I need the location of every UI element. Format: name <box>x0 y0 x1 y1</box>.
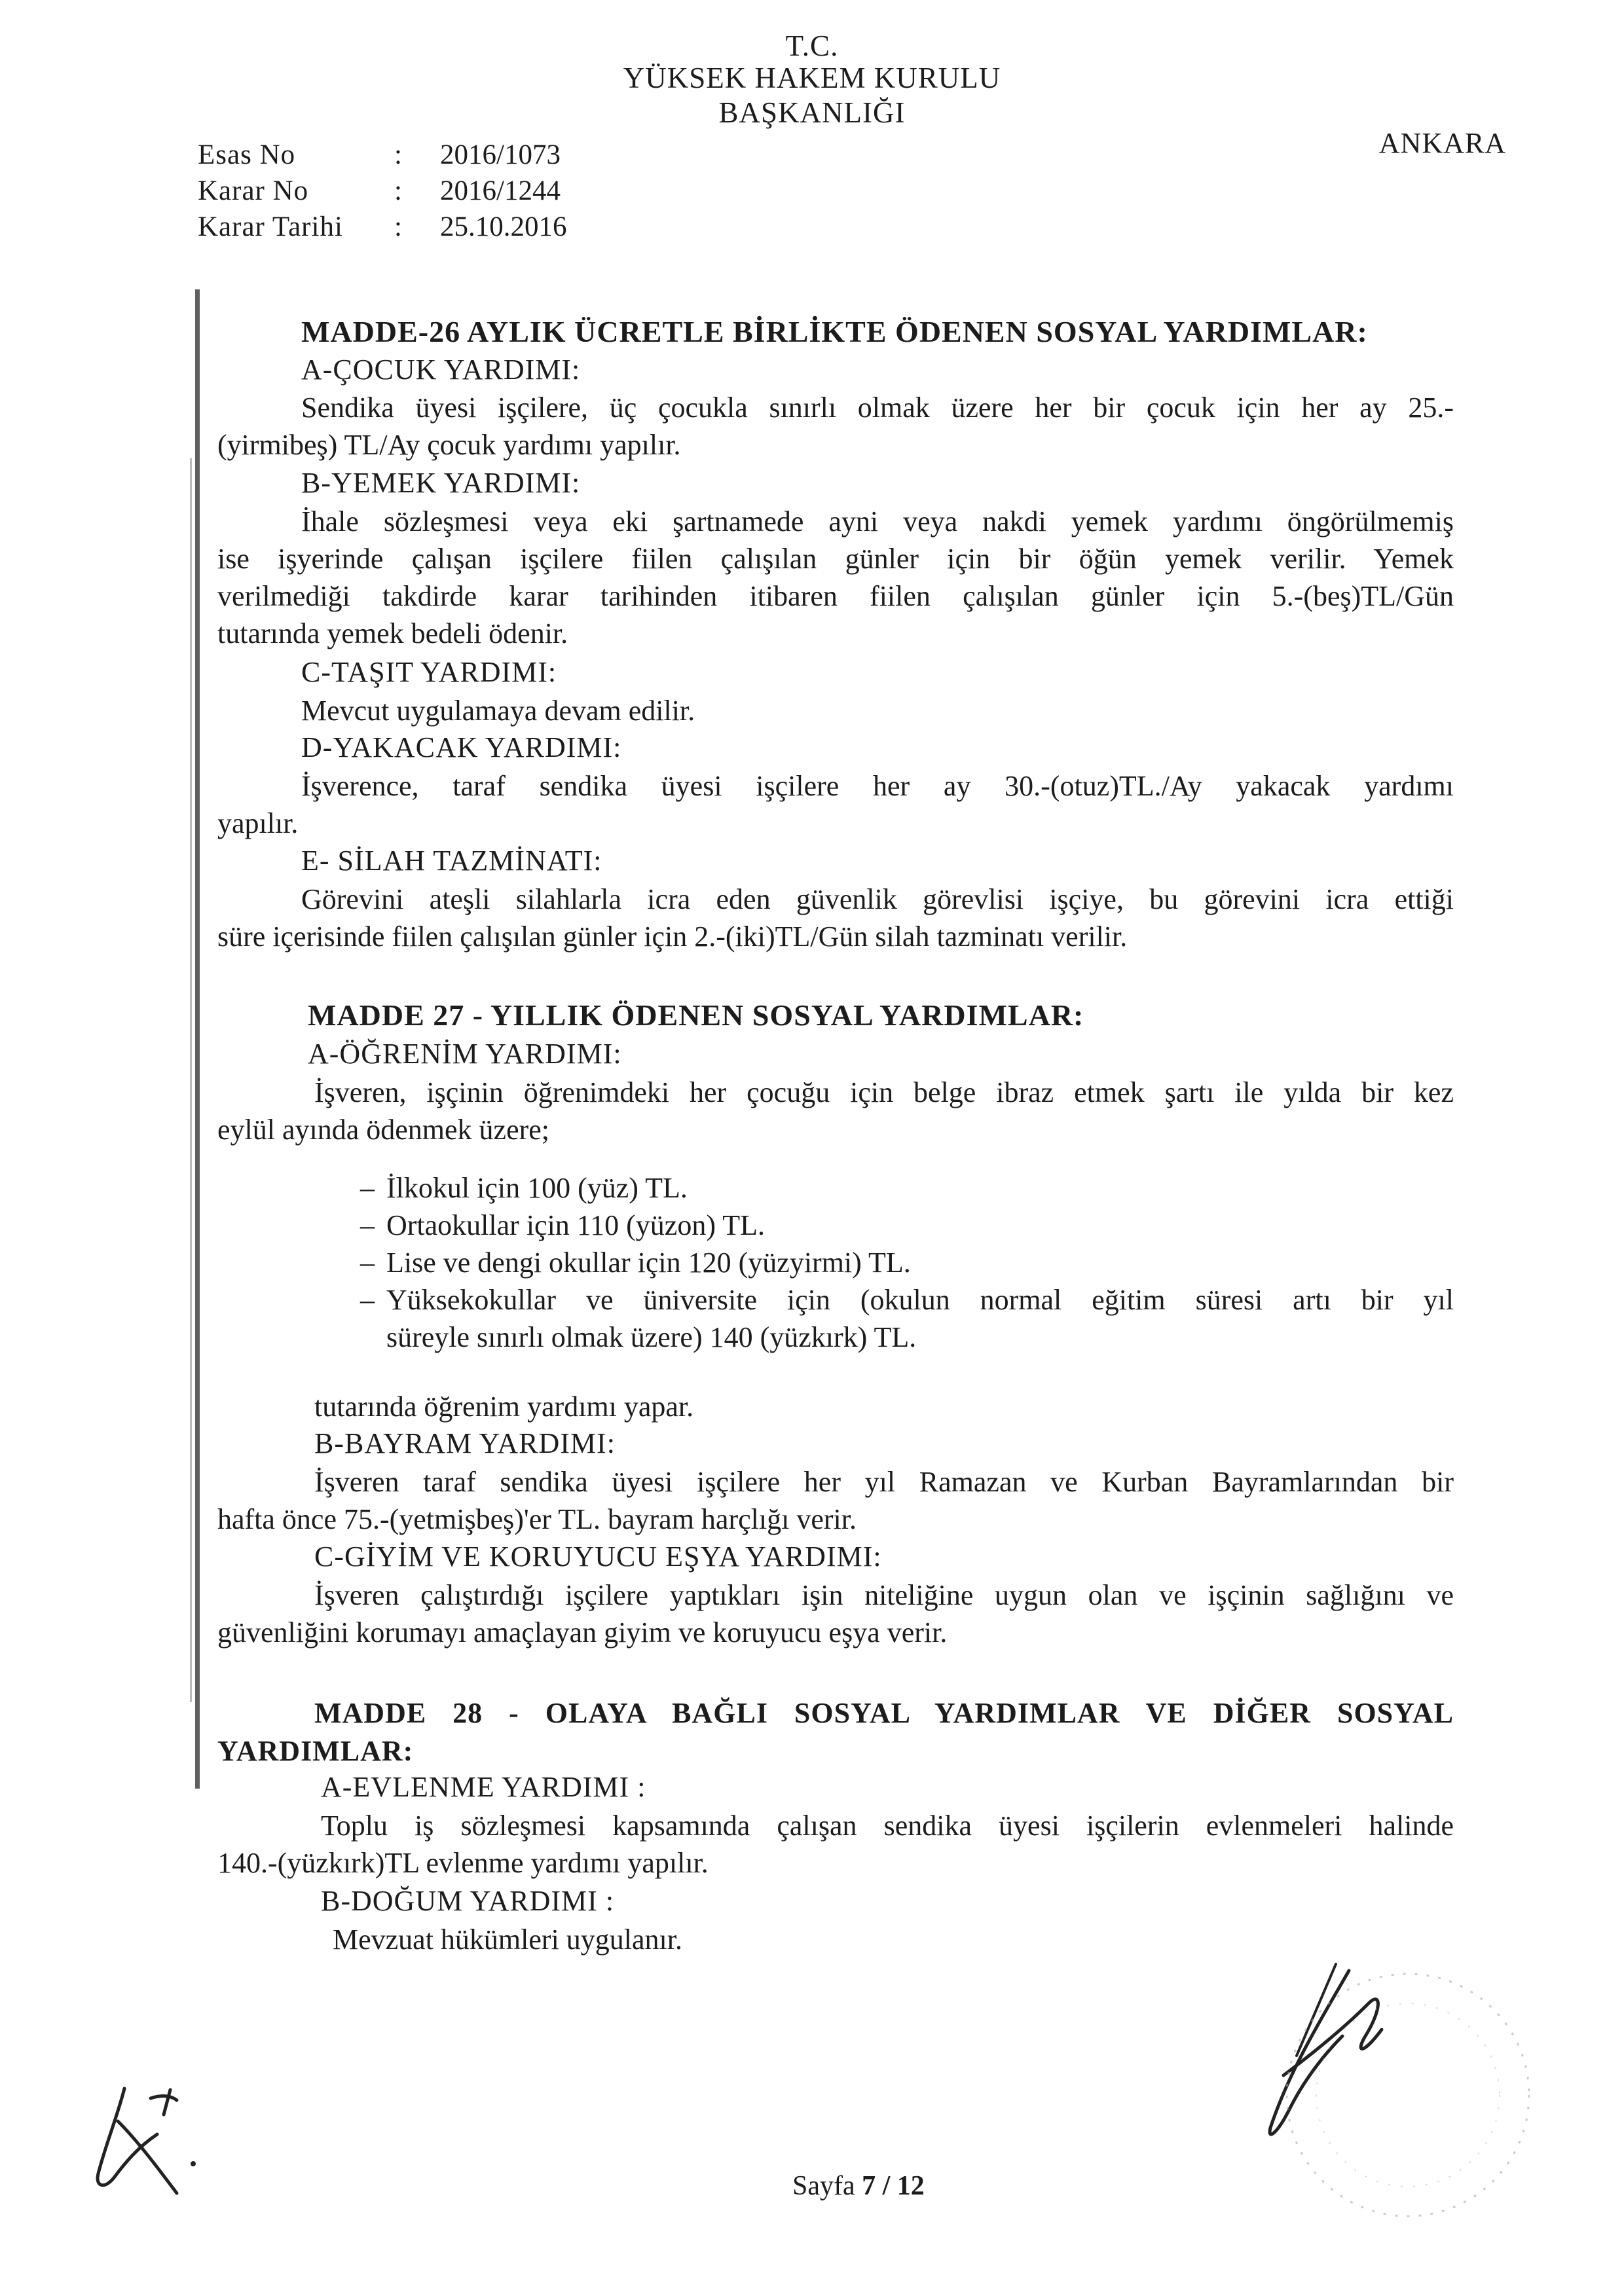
madde-27-c-title: C-GİYİM VE KORUYUCU EŞYA YARDIMI: <box>314 1540 882 1573</box>
text-line: Mevzuat hükümleri uygulanır. <box>333 1923 682 1956</box>
madde-27-a-title: A-ÖĞRENİM YARDIMI: <box>308 1038 622 1070</box>
text-line: güvenliğini korumayı amaçlayan giyim ve koruyucu eşya verir. <box>217 1616 948 1649</box>
madde-27-list <box>360 1169 1454 1356</box>
page-number <box>792 2170 925 2202</box>
text-line: Sendika üyesi işçilere, üç çocukla sınırlı olmak üzere her bir çocuk için her ay 25.- <box>301 392 1454 424</box>
meta-colon: : <box>394 175 402 206</box>
page-num: 7 / 12 <box>862 2171 925 2201</box>
madde-26-e-title: E- SİLAH TAZMİNATI: <box>301 845 602 877</box>
text-line: tutarında öğrenim yardımı yapar. <box>314 1391 694 1423</box>
list-item-text: Lise ve dengi okullar için 120 (yüzyirmi) TL. <box>386 1247 911 1279</box>
dash-bullet: – <box>360 1209 375 1241</box>
text-line: hafta önce 75.-(yetmişbeş)'er TL. bayram harçlığı verir. <box>217 1503 857 1535</box>
text-line: ise işyerinde çalışan işçilere fiilen çalışılan günler için bir öğün yemek verilir. Yemek <box>217 543 1454 575</box>
text-line: süreyle sınırlı olmak üzere) 140 (yüzkırk) TL. <box>386 1321 917 1353</box>
text-line: MADDE 28 - OLAYA BAĞLI SOSYAL YARDIMLAR VE DİĞER SOSYAL <box>314 1697 1454 1729</box>
text-line: verilmediği takdirde karar tarihinden itibaren fiilen çalışılan günler için 5.-(beş)TL/Gün <box>217 580 1454 612</box>
meta-value: 2016/1073 <box>440 139 561 170</box>
dash-bullet: – <box>360 1172 375 1204</box>
text-line: eylül ayında ödenmek üzere; <box>217 1114 550 1146</box>
list-item-text: İlkokul için 100 (yüz) TL. <box>386 1172 688 1204</box>
header-city: ANKARA <box>1378 127 1506 159</box>
header-country: T.C. <box>785 29 839 62</box>
meta-value: 2016/1244 <box>440 175 561 206</box>
meta-karar-tarihi <box>198 213 567 241</box>
madde-26-e-text <box>217 881 1454 955</box>
madde-28-b-text <box>333 1921 682 1958</box>
text-line: tutarında yemek bedeli ödenir. <box>217 617 568 649</box>
text-line: İşveren çalıştırdığı işçilere yaptıkları işin niteliğine uygun olan ve işçinin sağlığını ve <box>314 1579 1454 1611</box>
text-line: Mevcut uygulamaya devam edilir. <box>301 695 695 727</box>
madde-26-c-text <box>301 692 695 729</box>
list-item <box>360 1281 1454 1356</box>
text-line: süre içerisinde fiilen çalışılan günler için 2.-(iki)TL/Gün silah tazminatı verilir. <box>217 920 1128 953</box>
meta-colon: : <box>394 139 402 170</box>
text-line: (yirmibeş) TL/Ay çocuk yardımı yapılır. <box>217 429 681 461</box>
seal-stamp <box>1270 1951 1545 2252</box>
madde-28-b-title: B-DOĞUM YARDIMI : <box>321 1885 615 1917</box>
madde-28-title <box>217 1694 1454 1770</box>
madde-26-a-text <box>217 389 1454 464</box>
meta-label: Esas No <box>198 139 296 170</box>
madde-26-b-text <box>217 503 1454 652</box>
meta-label: Karar Tarihi <box>198 211 343 242</box>
madde-27-c-text <box>217 1576 1454 1651</box>
header-unit: BAŞKANLIĞI <box>718 96 906 129</box>
dash-bullet: – <box>360 1284 375 1316</box>
meta-label: Karar No <box>198 175 309 206</box>
madde-27-a-text <box>217 1074 1454 1148</box>
text-line: YARDIMLAR: <box>217 1735 414 1767</box>
madde-26-d-title: D-YAKACAK YARDIMI: <box>301 731 622 763</box>
dash-bullet: – <box>360 1247 375 1279</box>
meta-karar-no <box>198 177 561 205</box>
madde-28-a-text <box>217 1807 1454 1882</box>
madde-27-b-text <box>217 1463 1454 1538</box>
page-label: Sayfa <box>792 2171 855 2201</box>
text-line: İhale sözleşmesi veya eki şartnamede ayni veya nakdi yemek yardımı öngörülmemiş <box>301 505 1454 538</box>
text-line: İşveren taraf sendika üyesi işçilere her yıl Ramazan ve Kurban Bayramlarından bir <box>314 1466 1454 1498</box>
madde-28-a-title: A-EVLENME YARDIMI : <box>321 1771 646 1803</box>
list-item-text <box>386 1281 1454 1356</box>
margin-bar <box>195 289 200 1789</box>
text-line: Toplu iş sözleşmesi kapsamında çalışan sendika üyesi işçilerin evlenmeleri halinde <box>321 1810 1454 1842</box>
text-line: 140.-(yüzkırk)TL evlenme yardımı yapılır. <box>217 1847 709 1879</box>
madde-27-after <box>314 1388 693 1425</box>
madde-26-a-title: A-ÇOCUK YARDIMI: <box>301 354 581 386</box>
list-item <box>360 1169 1454 1207</box>
header-org: YÜKSEK HAKEM KURULU <box>623 62 1001 94</box>
meta-value: 25.10.2016 <box>440 211 567 242</box>
margin-bar-shadow <box>190 458 192 1702</box>
text-line: İşverence, taraf sendika üyesi işçilere her ay 30.-(otuz)TL./Ay yakacak yardımı <box>301 770 1454 802</box>
meta-esas-no <box>198 141 561 169</box>
list-item <box>360 1244 1454 1281</box>
madde-27-b-title: B-BAYRAM YARDIMI: <box>314 1427 616 1459</box>
text-line: Yüksekokullar ve üniversite için (okulun normal eğitim süresi artı bir yıl <box>386 1284 1454 1316</box>
initials-signature <box>79 2075 203 2206</box>
madde-26-d-text <box>217 767 1454 842</box>
text-line: İşveren, işçinin öğrenimdeki her çocuğu için belge ibraz etmek şartı ile yılda bir kez <box>314 1076 1454 1108</box>
madde-27-title: MADDE 27 - YILLIK ÖDENEN SOSYAL YARDIMLAR: <box>308 998 1084 1032</box>
text-line: Görevini ateşli silahlarla icra eden güvenlik görevlisi işçiye, bu görevini icra ettiği <box>301 883 1454 915</box>
list-item <box>360 1207 1454 1244</box>
text-line: yapılır. <box>217 807 299 839</box>
madde-26-c-title: C-TAŞIT YARDIMI: <box>301 656 557 688</box>
madde-26-title: MADDE-26 AYLIK ÜCRETLE BİRLİKTE ÖDENEN SOSYAL YARDIMLAR: <box>301 315 1368 348</box>
madde-26-b-title: B-YEMEK YARDIMI: <box>301 467 581 499</box>
list-item-text: Ortaokullar için 110 (yüzon) TL. <box>386 1209 765 1241</box>
meta-colon: : <box>394 211 402 242</box>
